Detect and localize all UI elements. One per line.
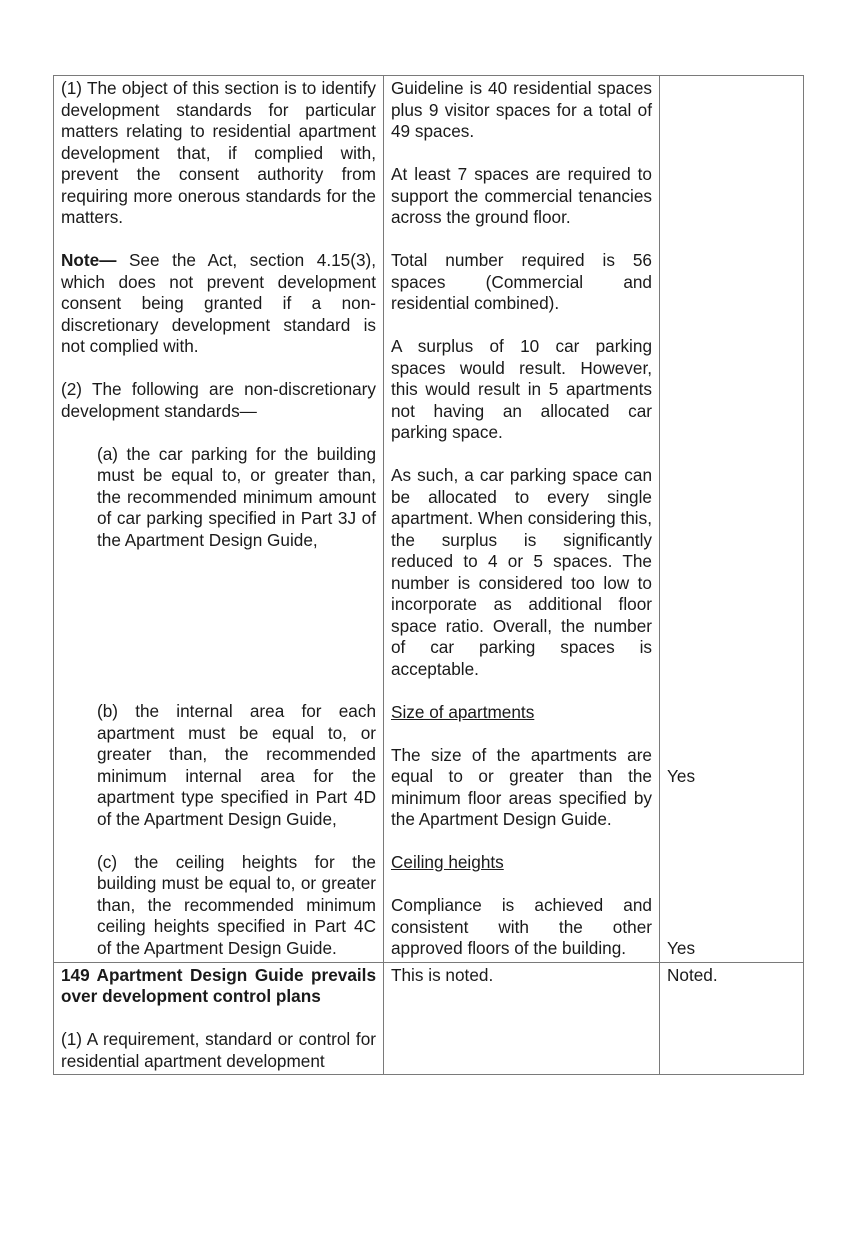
compliance-size: Yes: [667, 766, 696, 786]
compliance-cell: [660, 962, 804, 1075]
clause-cell: [54, 962, 384, 1075]
note-label: Note—: [61, 250, 117, 270]
compliance-ceiling: Yes: [667, 937, 696, 958]
comment-para-1: Guideline is 40 residential spaces plus 9 visitor spaces for a total of 49 spaces.: [391, 78, 652, 141]
clause-para-1: (1) A requirement, standard or control for residential apartment development: [61, 1029, 376, 1071]
size-text: The size of the apartments are equal to or greater than the minimum floor areas specified by the Apartment Design Guide.: [391, 744, 652, 829]
ceiling-text: Compliance is achieved and consistent with the other approved floors of the building.: [391, 895, 652, 958]
comment-cell: [384, 76, 660, 963]
table-row: [54, 962, 804, 1075]
size-heading: Size of apartments: [391, 701, 535, 722]
clause-cell: [54, 76, 384, 963]
compliance-cell: [660, 76, 804, 963]
comment-text: This is noted.: [391, 964, 494, 985]
assessment-table: [53, 75, 804, 1075]
clause-note: [61, 250, 376, 358]
clause-para-2: (2) The following are non-discretionary development standards—: [61, 379, 376, 421]
clause-heading: 149 Apartment Design Guide prevails over development control plans: [61, 964, 376, 1006]
note-text: See the Act, section 4.15(3), which does not prevent development consent being granted if a non-discretionary development standard is not complied with.: [61, 250, 376, 356]
clause-item-a: (a) the car parking for the building must be equal to, or greater than, the recommended minimum amount of car parking specified in Part 3J of the Apartment Design Guide,: [97, 443, 376, 550]
comment-para-2: At least 7 spaces are required to support the commercial tenancies across the ground floor.: [391, 164, 652, 227]
comment-para-4: A surplus of 10 car parking spaces would result. However, this would result in 5 apartments not having an allocated car parking space.: [391, 336, 652, 442]
comment-para-3: Total number required is 56 spaces (Commercial and residential combined).: [391, 250, 652, 313]
ceiling-heading: Ceiling heights: [391, 852, 504, 872]
comment-para-5: As such, a car parking space can be allocated to every single apartment. When considering this, the surplus is significantly reduced to 4 or 5 spaces. The number is considered too low to incorporate as additional floor space ratio. Overall, the number of car parking spaces is acceptable.: [391, 465, 652, 679]
clause-item-b: (b) the internal area for each apartment must be equal to, or greater than, the recommended minimum internal area for the apartment type specified in Part 4D of the Apartment Design Guide,: [97, 701, 376, 829]
table-row: [54, 76, 804, 963]
compliance-text: Noted.: [667, 964, 718, 985]
comment-cell: [384, 962, 660, 1075]
clause-para-1: (1) The object of this section is to identify development standards for particular matters relating to residential apartment development that, if complied with, prevent the consent authority from requiring more onerous standards for the matters.: [61, 78, 376, 227]
clause-item-c: (c) the ceiling heights for the building must be equal to, or greater than, the recommended minimum ceiling heights specified in Part 4C of the Apartment Design Guide.: [97, 851, 376, 958]
